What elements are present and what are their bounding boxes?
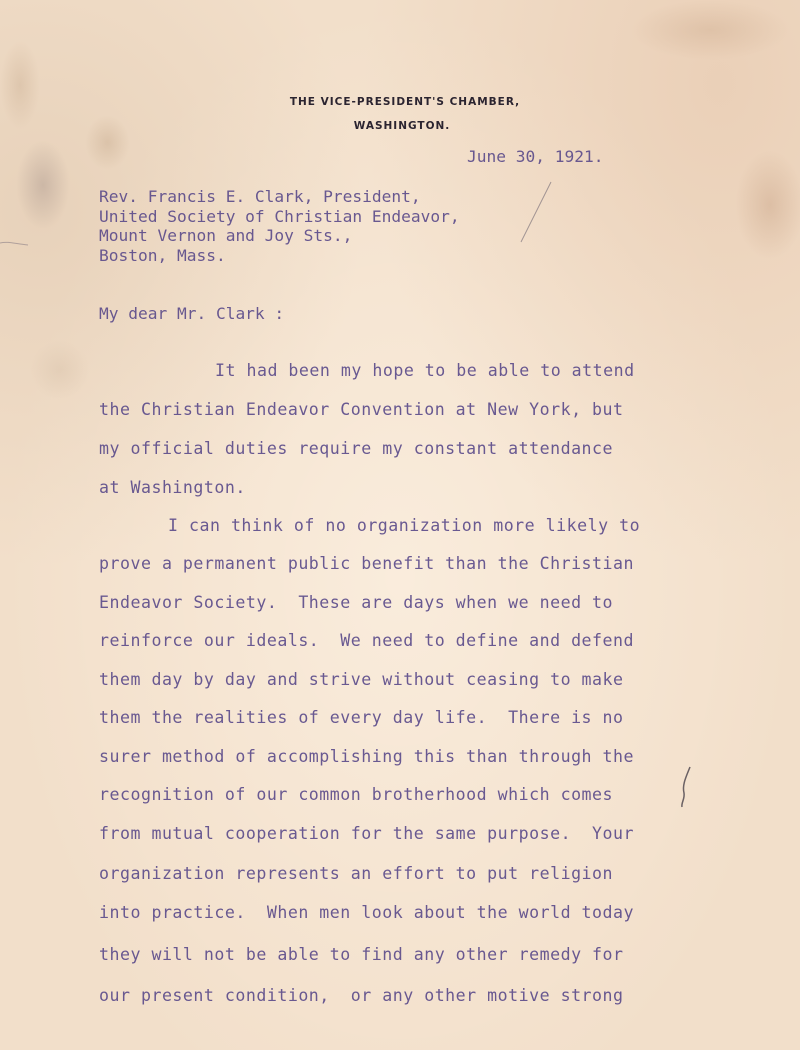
paper-stain	[735, 150, 800, 260]
body-line: they will not be able to find any other remedy for	[99, 945, 624, 964]
body-line: I can think of no organization more likely to	[168, 516, 641, 535]
body-line: reinforce our ideals. We need to define and defend	[99, 631, 635, 650]
edge-tear-mark	[0, 236, 30, 250]
body-line: into practice. When men look about the world today	[99, 903, 635, 922]
body-line: surer method of accomplishing this than through the	[99, 747, 635, 766]
paper-stain	[30, 340, 90, 400]
body-line: them day by day and strive without ceasing to make	[99, 670, 624, 689]
recipient-line: Rev. Francis E. Clark, President,	[99, 187, 421, 206]
body-line: them the realities of every day life. There is no	[99, 708, 624, 727]
body-line: organization represents an effort to put religion	[99, 864, 614, 883]
body-line: recognition of our common brotherhood which comes	[99, 785, 614, 804]
paper-stain	[630, 0, 790, 60]
body-line: our present condition, or any other motive strong	[99, 986, 624, 1005]
body-line: my official duties require my constant attendance	[99, 439, 614, 458]
body-line: It had been my hope to be able to attend	[215, 361, 635, 380]
recipient-line: Mount Vernon and Joy Sts.,	[99, 226, 353, 245]
body-line: at Washington.	[99, 478, 246, 497]
body-line: the Christian Endeavor Convention at New York, but	[99, 400, 624, 419]
paper-stain	[16, 140, 70, 230]
letter-date: June 30, 1921.	[467, 147, 604, 166]
body-line: Endeavor Society. These are days when we need to	[99, 593, 614, 612]
paper-stain	[0, 40, 40, 130]
letterhead-city: WASHINGTON.	[353, 120, 451, 132]
recipient-line: Boston, Mass.	[99, 246, 226, 265]
salutation: My dear Mr. Clark :	[99, 304, 285, 323]
stray-pencil-mark	[515, 178, 555, 248]
letterhead-title: THE VICE-PRESIDENT'S CHAMBER,	[289, 96, 521, 108]
stray-ink-mark	[676, 765, 696, 810]
body-line: from mutual cooperation for the same purpose. Your	[99, 824, 635, 843]
body-line: prove a permanent public benefit than the Christian	[99, 554, 635, 573]
recipient-line: United Society of Christian Endeavor,	[99, 207, 460, 226]
